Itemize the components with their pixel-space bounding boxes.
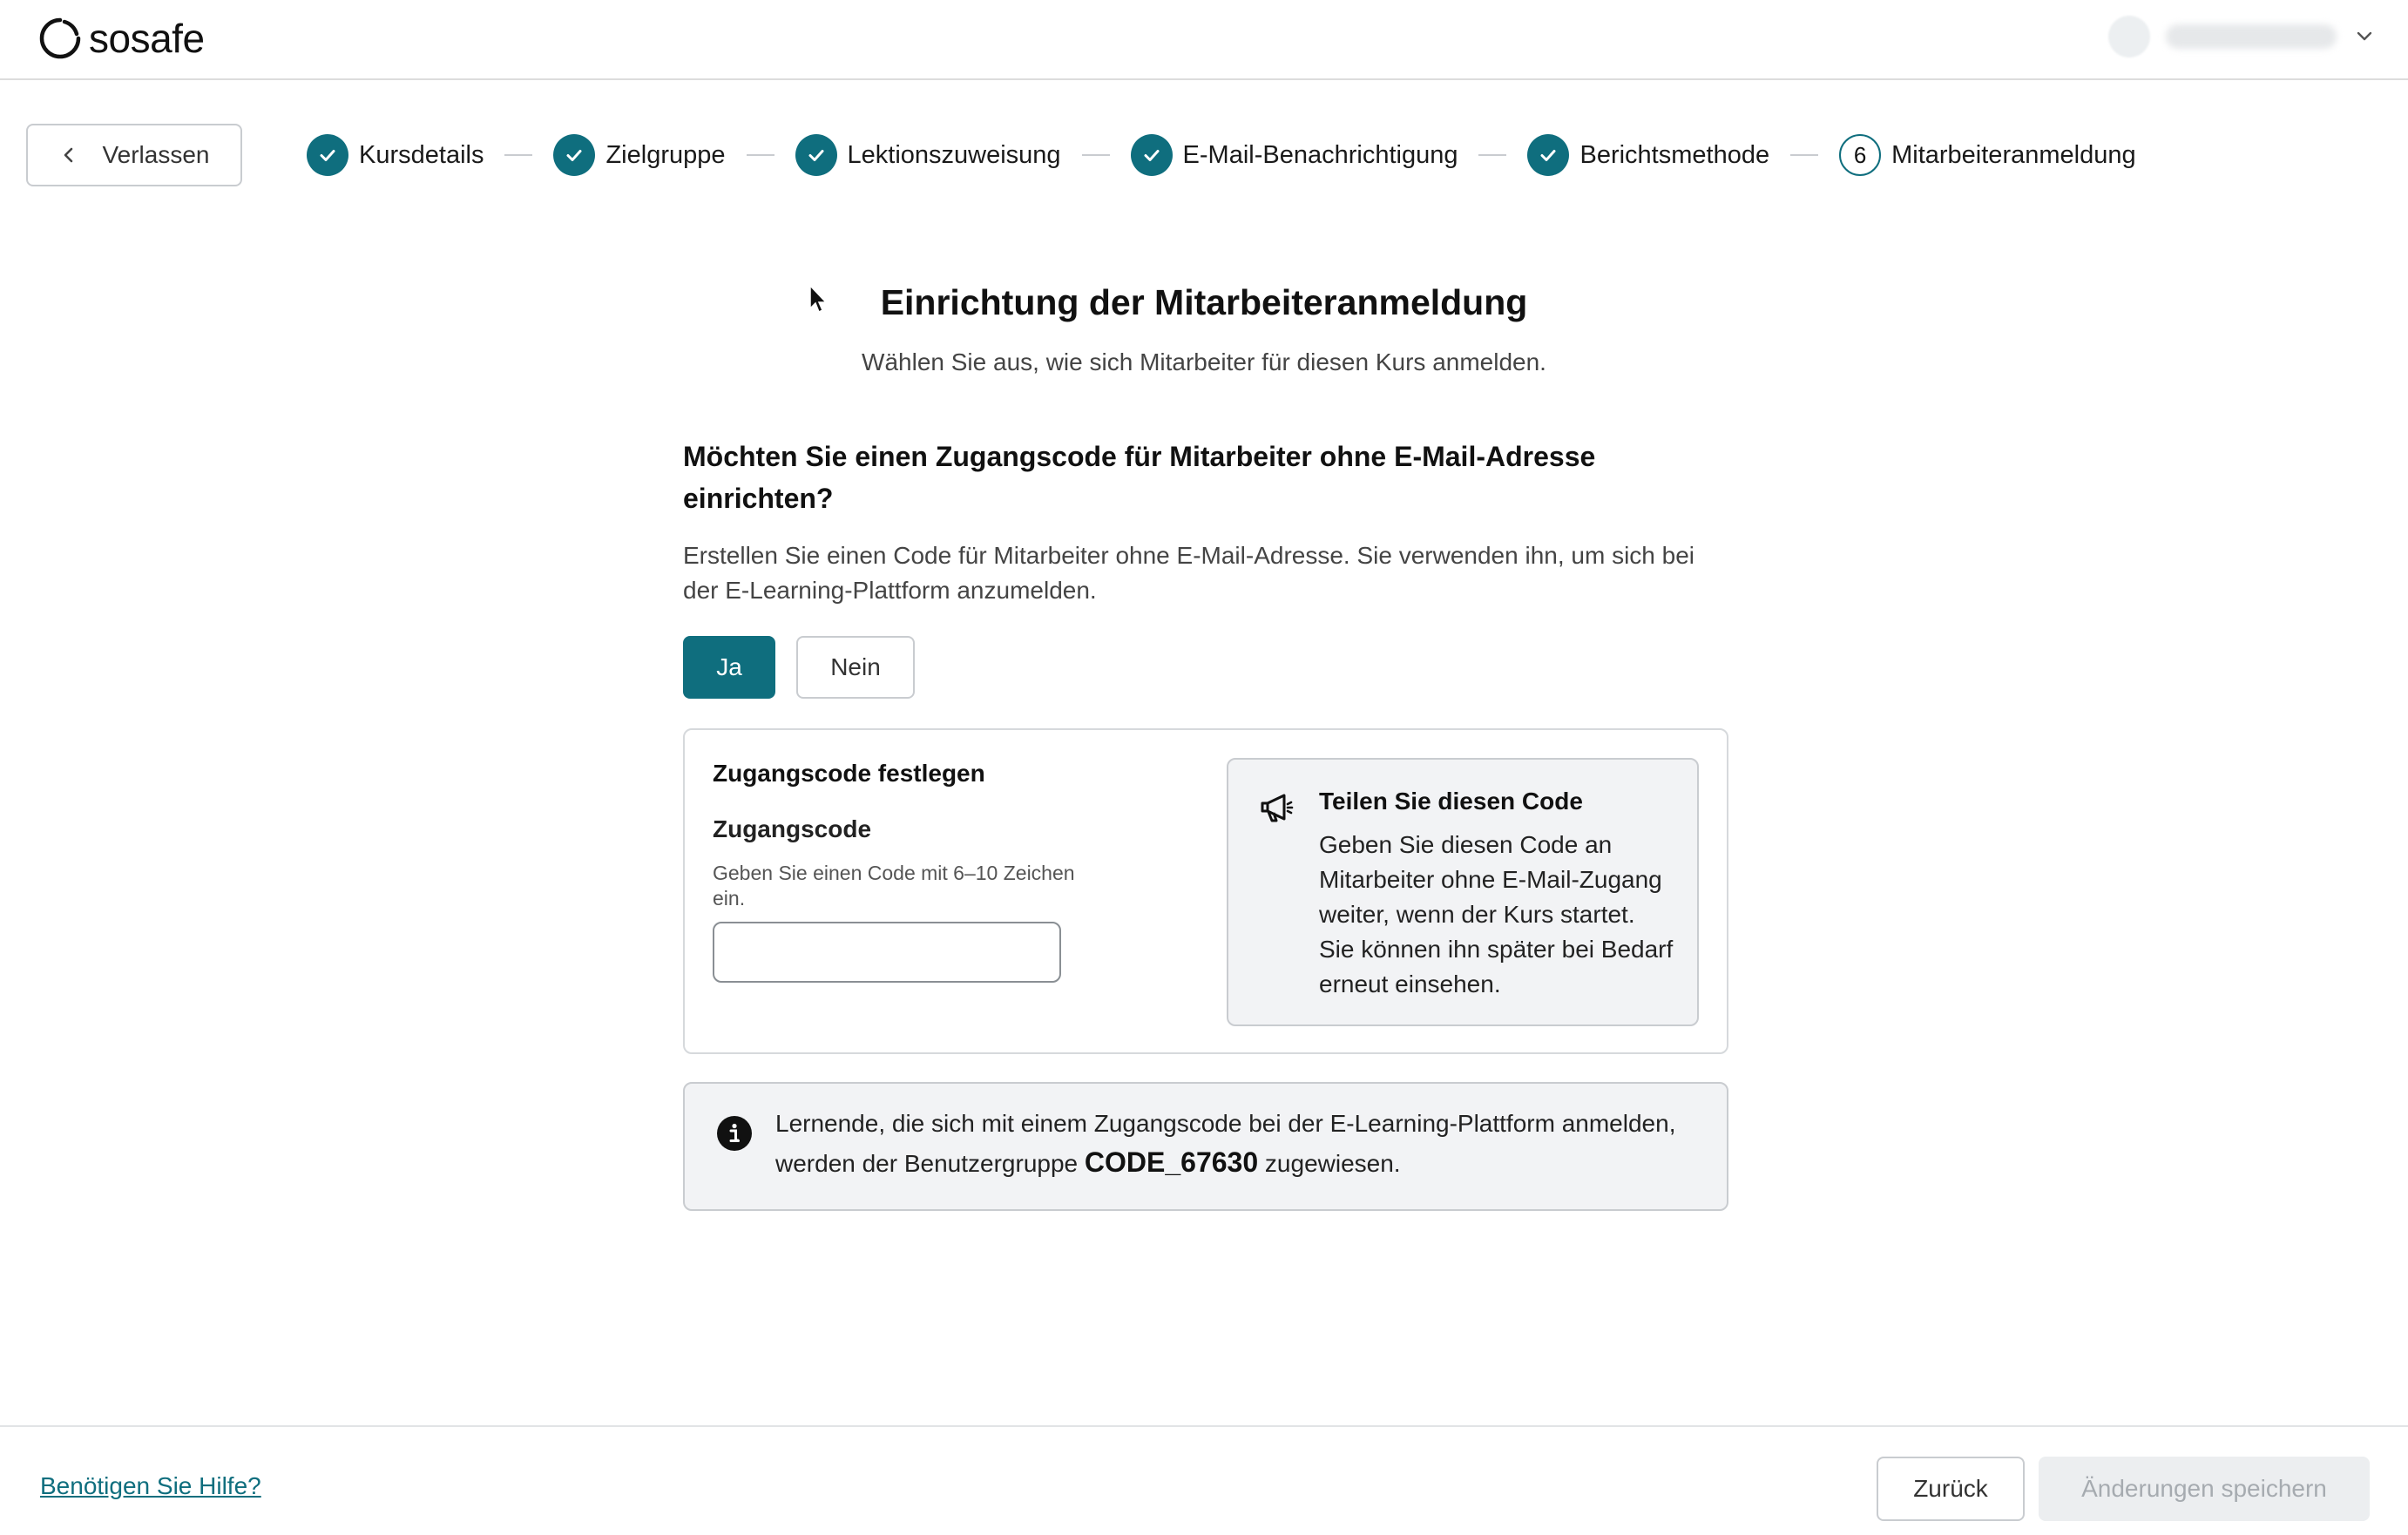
question-title: Möchten Sie einen Zugangscode für Mitarbeiter ohne E-Mail-Adresse einrichten?	[683, 441, 1596, 514]
step-label: Kursdetails	[359, 140, 484, 169]
user-name	[2166, 24, 2337, 49]
step-separator	[1790, 154, 1818, 156]
leave-label: Verlassen	[102, 141, 210, 168]
no-button[interactable]: Nein	[796, 636, 915, 699]
logo[interactable]	[38, 12, 205, 64]
yes-no-toggle	[683, 636, 915, 699]
access-code-hint: Geben Sie einen Code mit 6–10 Zeichen ein.	[713, 862, 1075, 910]
share-code-panel	[1227, 758, 1699, 1026]
step-zielgruppe[interactable]	[553, 134, 725, 176]
step-mitarbeiteranmeldung[interactable]	[1839, 134, 2135, 176]
user-menu[interactable]	[2108, 12, 2377, 61]
step-number: 6	[1839, 134, 1881, 176]
progress-stepper	[307, 132, 2136, 178]
step-kursdetails[interactable]	[307, 134, 484, 176]
step-email-benachrichtigung[interactable]	[1131, 134, 1458, 176]
yes-button[interactable]: Ja	[683, 636, 775, 699]
chevron-left-icon	[59, 145, 78, 165]
step-label: E-Mail-Benachrichtigung	[1182, 140, 1458, 169]
leave-button[interactable]	[26, 124, 242, 186]
access-code-label: Zugangscode	[713, 815, 872, 842]
sosafe-logo-icon	[38, 17, 82, 60]
step-label: Zielgruppe	[605, 140, 726, 169]
share-text: Geben Sie diesen Code an Mitarbeiter ohne E-Mail-Zugang weiter, wenn der Kurs startet. Sie können ihn später bei Bedarf erneut einsehen.	[1319, 831, 1674, 997]
info-banner	[683, 1082, 1728, 1211]
megaphone-icon	[1258, 789, 1295, 826]
back-button[interactable]: Zurück	[1877, 1457, 2025, 1521]
check-icon	[553, 134, 595, 176]
step-separator	[1478, 154, 1506, 156]
step-label: Mitarbeiteranmeldung	[1891, 140, 2136, 169]
chevron-down-icon[interactable]	[2352, 24, 2377, 49]
save-changes-button[interactable]: Änderungen speichern	[2039, 1457, 2370, 1521]
page-title: Einrichtung der Mitarbeiteranmeldung	[880, 282, 1528, 322]
step-label: Berichtsmethode	[1579, 140, 1770, 169]
page-subtitle: Wählen Sie aus, wie sich Mitarbeiter für diesen Kurs anmelden.	[862, 348, 1546, 375]
step-lektionszuweisung[interactable]	[795, 134, 1061, 176]
help-link[interactable]: Benötigen Sie Hilfe?	[40, 1472, 261, 1499]
top-bar	[0, 0, 2408, 80]
check-icon	[1131, 134, 1173, 176]
access-code-card	[683, 728, 1728, 1054]
footer-bar	[0, 1425, 2408, 1535]
card-title: Zugangscode festlegen	[713, 760, 985, 787]
check-icon	[1527, 134, 1569, 176]
info-icon	[716, 1115, 753, 1152]
check-icon	[307, 134, 348, 176]
step-separator	[504, 154, 532, 156]
share-title: Teilen Sie diesen Code	[1319, 788, 1583, 815]
group-code: CODE_67630	[1084, 1146, 1259, 1178]
logo-text: sosafe	[89, 16, 205, 61]
avatar	[2108, 16, 2150, 57]
check-icon	[795, 134, 837, 176]
info-text-after: zugewiesen.	[1258, 1150, 1401, 1177]
step-label: Lektionszuweisung	[847, 140, 1061, 169]
step-separator	[747, 154, 774, 156]
step-berichtsmethode[interactable]	[1527, 134, 1769, 176]
step-separator	[1082, 154, 1110, 156]
info-text	[775, 1105, 1699, 1183]
info-text-before: Lernende, die sich mit einem Zugangscode bei der E-Learning-Plattform anmelden, werden der Benutzergruppe	[775, 1110, 1676, 1177]
access-code-input[interactable]	[713, 922, 1061, 983]
question-description: Erstellen Sie einen Code für Mitarbeiter ohne E-Mail-Adresse. Sie verwenden ihn, um sich bei der E-Learning-Plattform anzumelden.	[683, 542, 1695, 604]
